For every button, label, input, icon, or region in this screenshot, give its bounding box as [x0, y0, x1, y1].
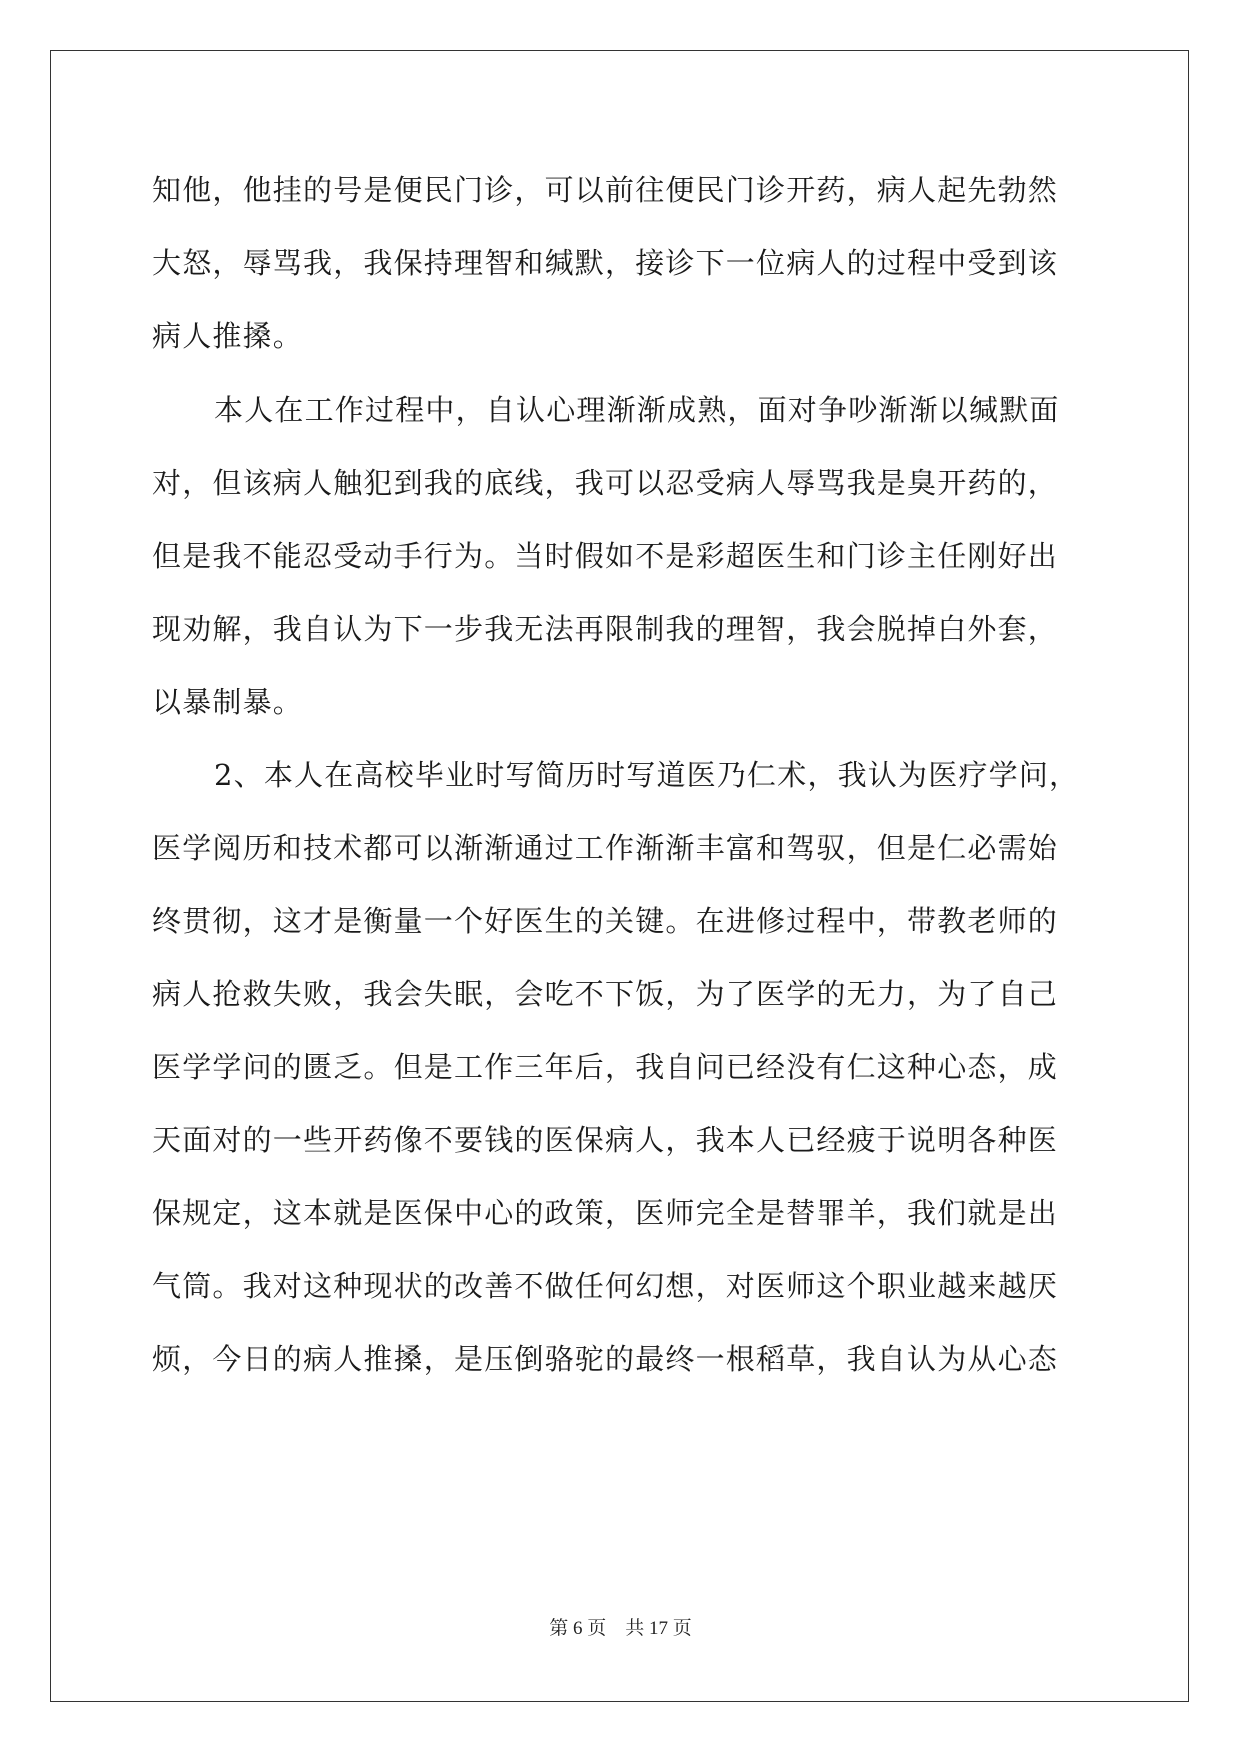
text-line: 以暴制暴。 [152, 685, 304, 719]
text-line: 医学阅历和技术都可以渐渐通过工作渐渐丰富和驾驭，但是仁必需始 [152, 831, 1059, 865]
text-line: 对，但该病人触犯到我的底线，我可以忍受病人辱骂我是臭开药的， [152, 466, 1059, 500]
paragraph-start-line: 2、本人在高校毕业时写简历时写道医乃仁术，我认为医疗学问， [214, 758, 1080, 792]
text-line: 大怒，辱骂我，我保持理智和缄默，接诊下一位病人的过程中受到该 [152, 246, 1059, 280]
text-line: 天面对的一些开药像不要钱的医保病人，我本人已经疲于说明各种医 [152, 1123, 1059, 1157]
paragraph-start-line: 本人在工作过程中，自认心理渐渐成熟，面对争吵渐渐以缄默面 [214, 393, 1060, 427]
text-line: 烦，今日的病人推搡，是压倒骆驼的最终一根稻草，我自认为从心态 [152, 1342, 1059, 1376]
text-line: 病人抢救失败，我会失眠，会吃不下饭，为了医学的无力，为了自己 [152, 977, 1059, 1011]
text-line: 医学学问的匮乏。但是工作三年后，我自问已经没有仁这种心态，成 [152, 1050, 1059, 1084]
text-line: 气筒。我对这种现状的改善不做任何幻想，对医师这个职业越来越厌 [152, 1269, 1059, 1303]
text-line: 终贯彻，这才是衡量一个好医生的关键。在进修过程中，带教老师的 [152, 904, 1059, 938]
text-line: 但是我不能忍受动手行为。当时假如不是彩超医生和门诊主任刚好出 [152, 539, 1059, 573]
text-line: 保规定，这本就是医保中心的政策，医师完全是替罪羊，我们就是出 [152, 1196, 1059, 1230]
page-number-footer: 第 6 页 共 17 页 [549, 1618, 692, 1639]
text-line: 知他，他挂的号是便民门诊，可以前往便民门诊开药，病人起先勃然 [152, 173, 1059, 207]
text-line: 现劝解，我自认为下一步我无法再限制我的理智，我会脱掉白外套， [152, 612, 1059, 646]
text-line: 病人推搡。 [152, 319, 304, 353]
page-frame [50, 50, 1189, 1702]
